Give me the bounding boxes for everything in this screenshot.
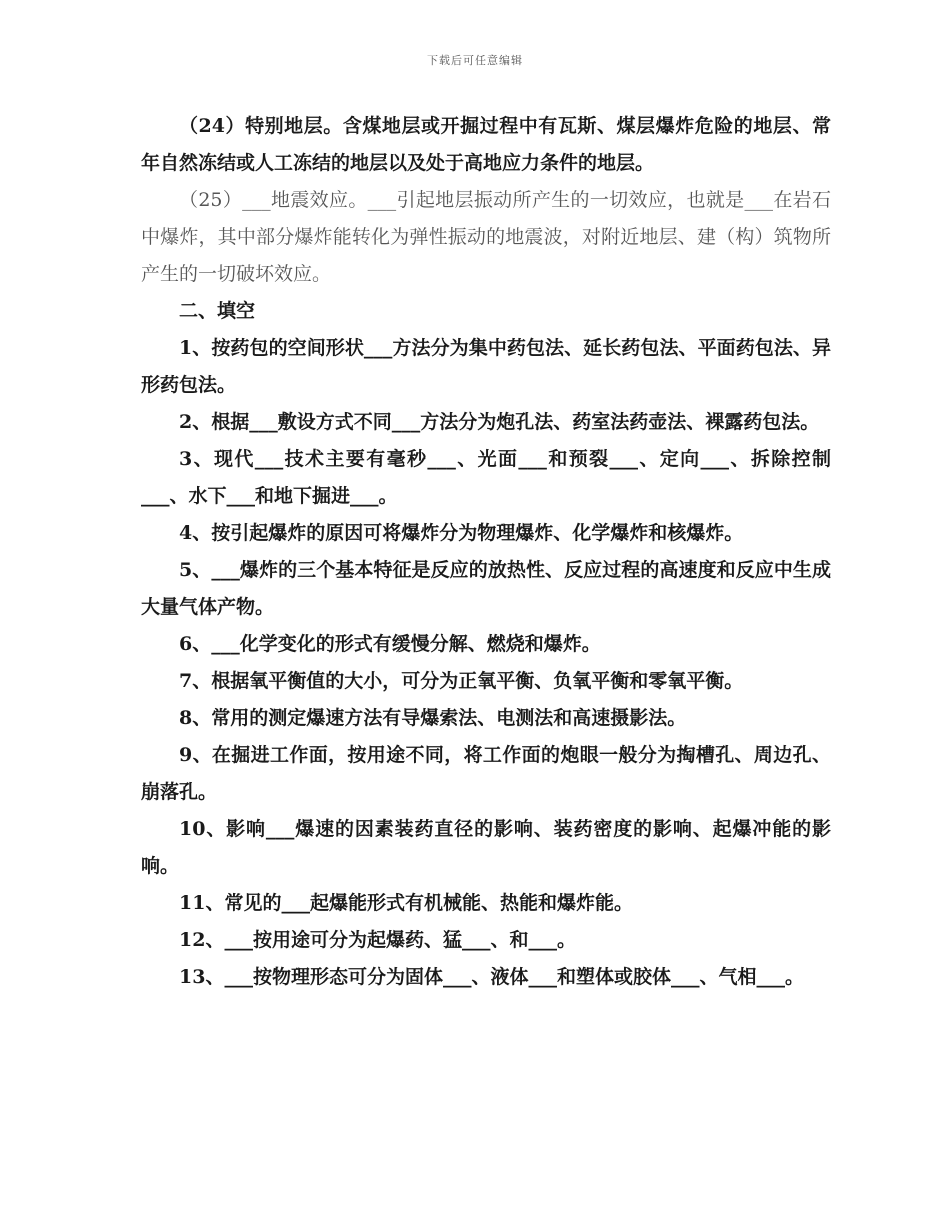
question-13: 13、___按物理形态可分为固体___、液体___和塑体或胶体___、气相___。 <box>179 966 804 988</box>
question-8: 8、常用的测定爆速方法有导爆索法、电测法和高速摄影法。 <box>179 707 687 729</box>
definition-24: （24）特别地层。含煤地层或开掘过程中有瓦斯、煤层爆炸危险的地层、常年自然冻结或人工冻结的地层以及处于高地应力条件的地层。 <box>141 115 831 174</box>
question-5: 5、___爆炸的三个基本特征是反应的放热性、反应过程的高速度和反应中生成大量气体产物。 <box>141 559 831 618</box>
question-6: 6、___化学变化的形式有缓慢分解、燃烧和爆炸。 <box>179 633 601 655</box>
question-9: 9、在掘进工作面，按用途不同，将工作面的炮眼一般分为掏槽孔、周边孔、崩落孔。 <box>141 744 831 803</box>
question-3: 3、现代___技术主要有毫秒___、光面___和预裂___、定向___、拆除控制___、水下___和地下掘进___。 <box>141 448 831 507</box>
question-12: 12、___按用途可分为起爆药、猛___、和___。 <box>179 929 576 951</box>
question-7: 7、根据氧平衡值的大小，可分为正氧平衡、负氧平衡和零氧平衡。 <box>179 670 744 692</box>
question-1: 1、按药包的空间形状___方法分为集中药包法、延长药包法、平面药包法、异形药包法。 <box>141 337 831 396</box>
question-10: 10、影响___爆速的因素装药直径的影响、装药密度的影响、起爆冲能的影响。 <box>141 818 831 877</box>
definition-25: （25）___地震效应。___引起地层振动所产生的一切效应，也就是___在岩石中爆炸，其中部分爆炸能转化为弹性振动的地震波，对附近地层、建（构）筑物所产生的一切破坏效应。 <box>141 189 831 285</box>
question-11: 11、常见的___起爆能形式有机械能、热能和爆炸能。 <box>179 892 633 914</box>
section-heading: 二、填空 <box>179 300 256 322</box>
question-4: 4、按引起爆炸的原因可将爆炸分为物理爆炸、化学爆炸和核爆炸。 <box>179 522 744 544</box>
question-2: 2、根据___敷设方式不同___方法分为炮孔法、药室法药壶法、裸露药包法。 <box>179 411 820 433</box>
document-body <box>141 108 831 996</box>
page-header: 下载后可任意编辑 <box>427 54 523 67</box>
